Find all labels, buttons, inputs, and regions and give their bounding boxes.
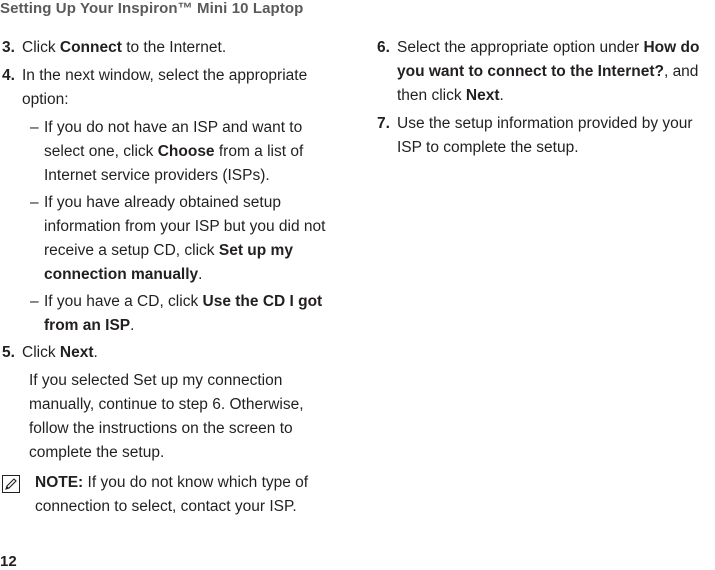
step-text: Select the appropriate option under <box>397 39 644 56</box>
step-4 <box>0 64 340 112</box>
step-number: 5. <box>2 344 15 361</box>
step-5 <box>0 341 340 365</box>
step-7 <box>375 112 715 160</box>
note-label: NOTE: <box>35 474 84 491</box>
page-number: 12 <box>0 553 17 570</box>
bullet-text: If you do not have an ISP and want to select one, click <box>44 119 303 160</box>
step-text: . <box>499 87 504 104</box>
bullet-text: . <box>130 317 135 334</box>
step-number: 4. <box>2 67 15 84</box>
step-text: to the Internet. <box>121 39 227 56</box>
step-text: , and then click <box>397 63 699 104</box>
step-3 <box>0 36 340 60</box>
bullet-text: . <box>198 266 203 283</box>
step-text: Click <box>22 344 60 361</box>
bullet-text: from a list of Internet service providers (ISPs). <box>44 143 304 184</box>
step-text: . <box>93 344 98 361</box>
left-column <box>0 36 340 519</box>
dash-bullet: – <box>30 293 39 310</box>
bullet-text: If you have a CD, click <box>44 293 203 310</box>
step-number: 6. <box>377 39 390 56</box>
step-5-paragraph: If you selected Set up my connection manually, continue to step 6. Otherwise, follow the instructions on the screen to complete the setup. <box>29 372 304 461</box>
sub-bullet <box>0 290 340 338</box>
step-number: 3. <box>2 39 15 56</box>
choose-label: Choose <box>157 143 215 160</box>
bullet-text: If you have already obtained setup information from your ISP but you did not receive a setup CD, click <box>44 194 326 259</box>
sub-bullet <box>0 191 340 287</box>
step-number: 7. <box>377 115 390 132</box>
how-connect-label: How do you want to connect to the Internet? <box>397 39 700 80</box>
page-header: Setting Up Your Inspiron™ Mini 10 Laptop <box>0 0 304 17</box>
step-text: Click <box>22 39 60 56</box>
note-text: If you do not know which type of connection to select, contact your ISP. <box>35 474 309 515</box>
use-cd-label: Use the CD I got from an ISP <box>44 293 323 334</box>
step-6 <box>375 36 715 108</box>
note-pencil-icon <box>2 475 20 493</box>
connect-label: Connect <box>59 39 122 56</box>
dash-bullet: – <box>30 119 39 136</box>
sub-bullet <box>0 116 340 188</box>
note-block <box>0 471 340 519</box>
dash-bullet: – <box>30 194 39 211</box>
next-label: Next <box>465 87 500 104</box>
setup-manually-label: Set up my connection manually <box>44 242 293 283</box>
step-text: Use the setup information provided by your ISP to complete the setup. <box>397 115 693 156</box>
next-label: Next <box>59 344 94 361</box>
step-text: In the next window, select the appropriate option: <box>22 67 308 108</box>
right-column <box>375 36 715 164</box>
